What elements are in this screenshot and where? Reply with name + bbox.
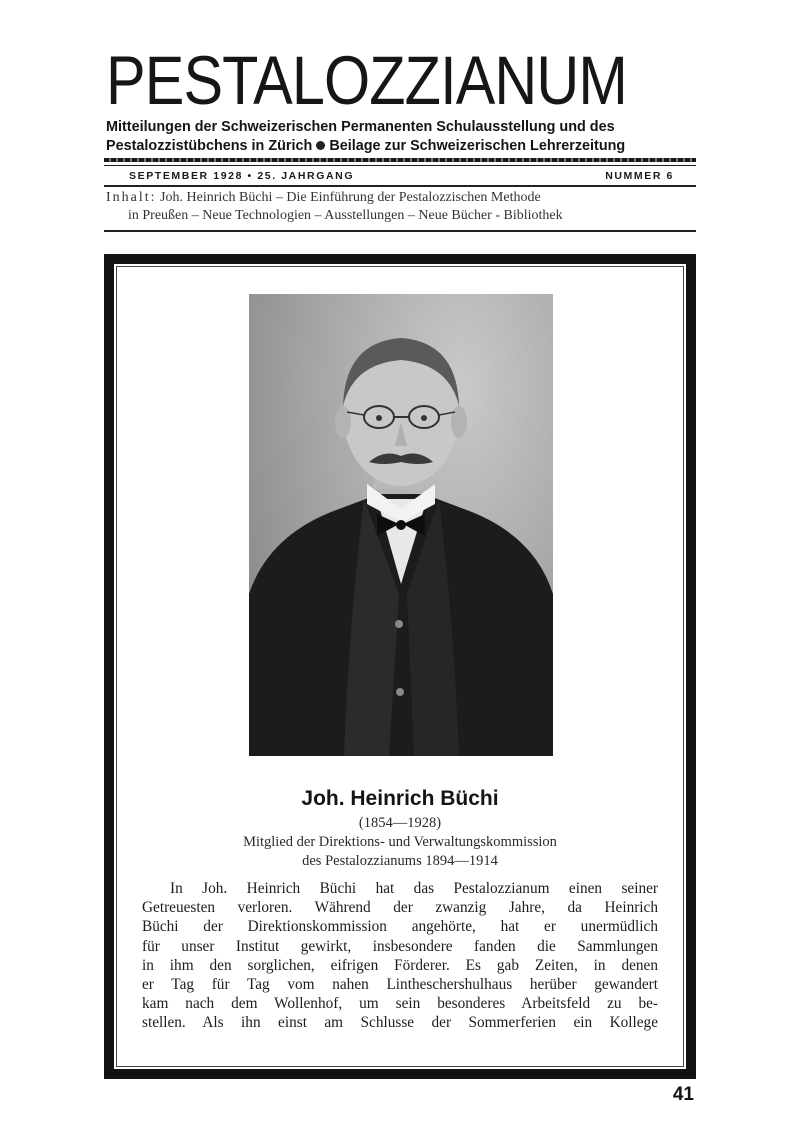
subtitle-line-2-part-b: Beilage zur Schweizerischen Lehrerzeitung: [329, 138, 626, 154]
header-divider-thin: [104, 165, 696, 166]
body-line: er Tag für Tag vom nahen Lintheschershulhaus herüber gewandert: [142, 976, 658, 994]
masthead-subtitle: [106, 118, 696, 156]
masthead-title: PESTALOZZIANUM: [106, 42, 627, 119]
bullet-dot-icon: [316, 141, 325, 150]
article-role-line-2: des Pestalozzianums 1894—1914: [302, 853, 498, 869]
body-line: kam nach dem Wollenhof, um sein besonderes Arbeitsfeld zu be-: [142, 995, 658, 1013]
contents-line-1: [106, 189, 696, 207]
article-role-line-1: Mitglied der Direktions- und Verwaltungskommission: [243, 834, 557, 850]
page-number: 41: [672, 1084, 694, 1105]
header-divider-dotted: [104, 158, 696, 162]
table-of-contents: [106, 189, 696, 225]
article-body: [142, 879, 658, 1033]
contents-label: Inhalt:: [106, 190, 157, 205]
subtitle-line-1: Mitteilungen der Schweizerischen Permanenten Schulausstellung und des: [106, 119, 615, 135]
issue-number: NUMMER 6: [605, 170, 674, 182]
issue-divider: [104, 185, 696, 187]
contents-divider: [104, 230, 696, 232]
body-line: In Joh. Heinrich Büchi hat das Pestalozzianum einen seiner: [170, 880, 658, 897]
body-line: stellen. Als ihn einst am Schlusse der Sommerferien ein Kollege: [142, 1014, 658, 1032]
contents-text-1: Joh. Heinrich Büchi – Die Einführung der Pestalozzischen Methode: [160, 190, 541, 205]
issue-date: SEPTEMBER 1928 • 25. JAHRGANG: [129, 170, 355, 182]
body-line: in ihm den sorglichen, eifrigen Förderer. Es gab Zeiten, in denen: [142, 956, 658, 974]
subtitle-line-2-part-a: Pestalozzistübchens in Zürich: [106, 138, 313, 154]
body-line: Getreuesten verloren. Während der zwanzig Jahre, da Heinrich: [142, 899, 658, 917]
body-line: Büchi der Direktionskommission angehörte, hat er unermüdlich: [142, 918, 658, 936]
contents-line-2: in Preußen – Neue Technologien – Ausstellungen – Neue Bücher - Bibliothek: [128, 208, 563, 223]
portrait-photo: [249, 294, 553, 756]
issue-line: [129, 170, 674, 182]
article-name: Joh. Heinrich Büchi: [301, 787, 499, 810]
body-line: für unser Institut gewirkt, insbesondere fanden die Sammlungen: [142, 937, 658, 955]
article-years: (1854—1928): [358, 815, 442, 831]
portrait-illustration: [249, 294, 553, 756]
subtitle-line-2: [106, 137, 696, 156]
